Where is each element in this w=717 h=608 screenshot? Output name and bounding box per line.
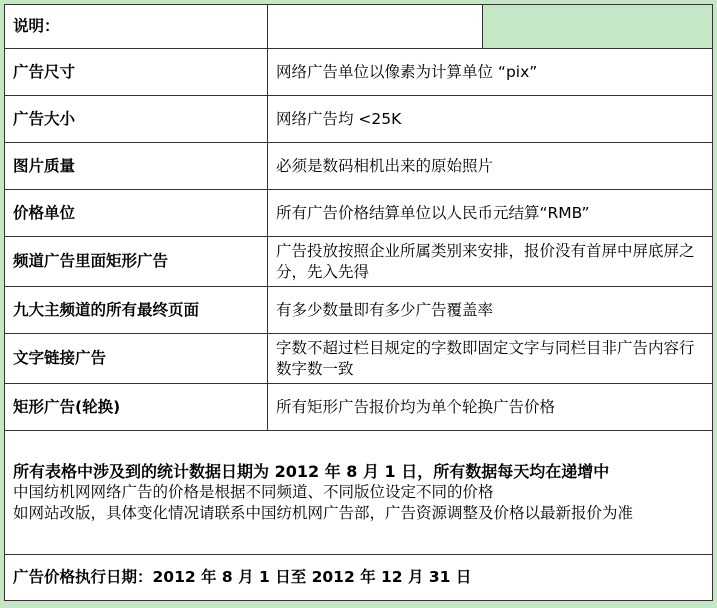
notes-cell[interactable] — [5, 431, 713, 555]
row-value-cell[interactable]: 必须是数码相机出来的原始照片 — [268, 143, 713, 190]
table-row — [5, 334, 713, 384]
table-row — [5, 96, 713, 143]
notes-line-2: 如网站改版，具体变化情况请联系中国纺机网广告部，广告资源调整及价格以最新报价为准 — [13, 504, 634, 522]
table-row-header — [5, 5, 713, 49]
row-value-cell[interactable]: 广告投放按照企业所属类别来安排，报价没有首屏中屏底屏之分，先入先得 — [268, 237, 713, 287]
table-row — [5, 143, 713, 190]
row-label-cell[interactable]: 广告大小 — [5, 96, 268, 143]
ad-spec-table — [4, 4, 713, 601]
notes-bold-line: 所有表格中涉及到的统计数据日期为 2012 年 8 月 1 日，所有数据每天均在递增中 — [13, 462, 610, 481]
row-value-cell[interactable]: 网络广告均 <25K — [268, 96, 713, 143]
row-value-cell[interactable]: 所有广告价格结算单位以人民币元结算“RMB” — [268, 190, 713, 237]
header-label-cell[interactable]: 说明： — [5, 5, 268, 49]
row-label-cell[interactable]: 矩形广告(轮换) — [5, 384, 268, 431]
row-value-cell[interactable]: 所有矩形广告报价均为单个轮换广告价格 — [268, 384, 713, 431]
table-row — [5, 384, 713, 431]
row-value-cell[interactable]: 字数不超过栏目规定的字数即固定文字与同栏目非广告内容行数字数一致 — [268, 334, 713, 384]
row-label-cell[interactable]: 九大主频道的所有最终页面 — [5, 287, 268, 334]
row-value-cell[interactable]: 有多少数量即有多少广告覆盖率 — [268, 287, 713, 334]
table-row — [5, 49, 713, 96]
row-value-cell[interactable]: 网络广告单位以像素为计算单位 “pix” — [268, 49, 713, 96]
table-row-notes — [5, 431, 713, 555]
table-row — [5, 287, 713, 334]
table-row — [5, 237, 713, 287]
footer-cell[interactable]: 广告价格执行日期：2012 年 8 月 1 日至 2012 年 12 月 31 日 — [5, 555, 713, 601]
row-label-cell[interactable]: 广告尺寸 — [5, 49, 268, 96]
table-row — [5, 190, 713, 237]
row-label-cell[interactable]: 图片质量 — [5, 143, 268, 190]
row-label-cell[interactable]: 频道广告里面矩形广告 — [5, 237, 268, 287]
header-empty-green-cell[interactable] — [483, 5, 713, 49]
row-label-cell[interactable]: 文字链接广告 — [5, 334, 268, 384]
header-empty-cell[interactable] — [268, 5, 483, 49]
notes-line-1: 中国纺机网网络广告的价格是根据不同频道、不同版位设定不同的价格 — [13, 483, 494, 501]
row-label-cell[interactable]: 价格单位 — [5, 190, 268, 237]
table-row-footer — [5, 555, 713, 601]
